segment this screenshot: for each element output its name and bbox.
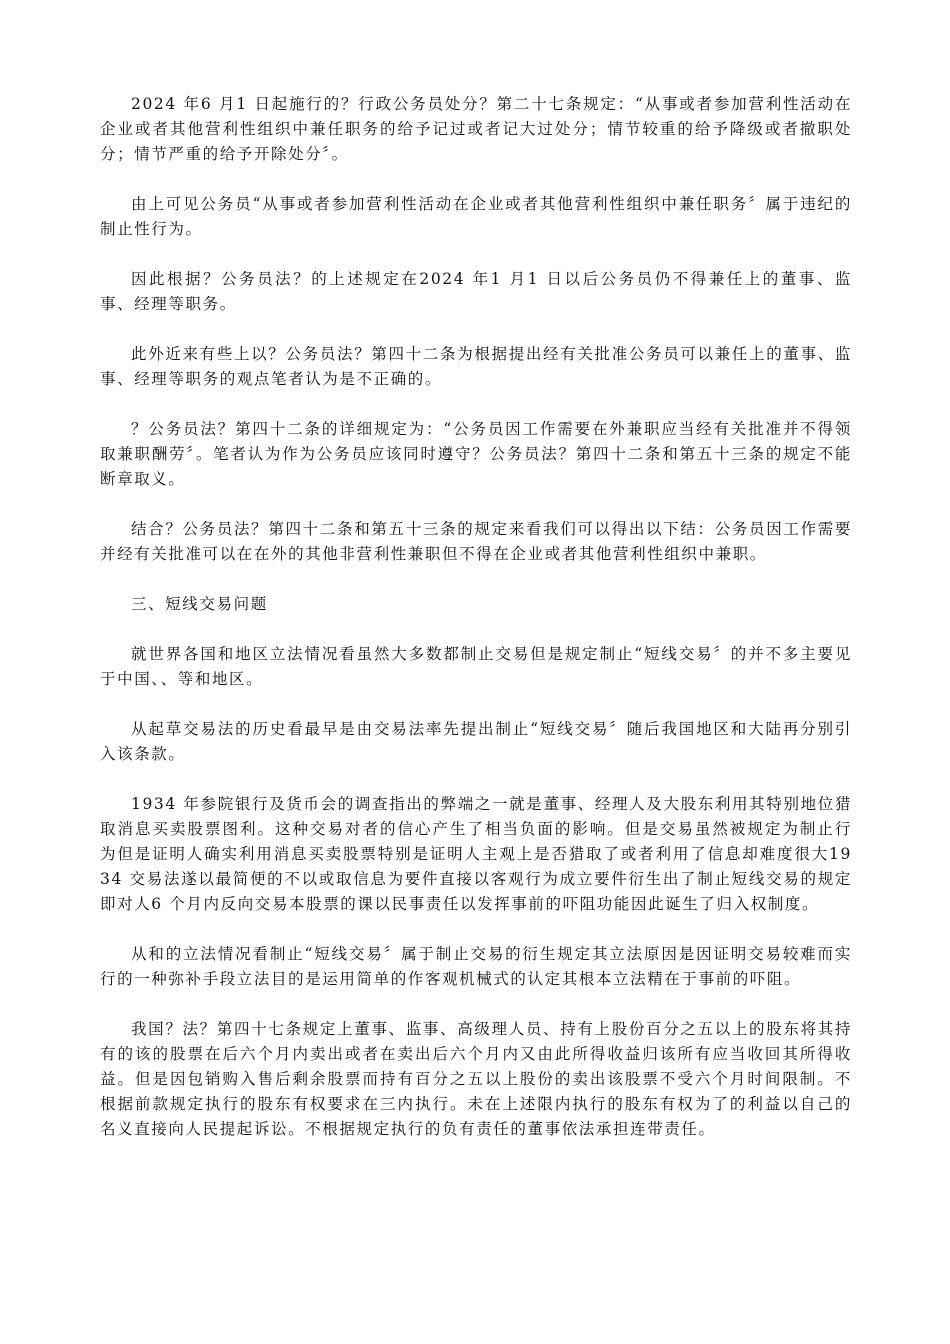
- paragraph-3: 因此根据？公务员法？的上述规定在2024 年1 月1 日以后公务员仍不得兼任上的董事、监事、经理等职务。: [100, 270, 852, 313]
- paragraph-7: 就世界各国和地区立法情况看虽然大多数都制止交易但是规定制止“短线交易〞的并不多主要见于中国、、等和地区。: [100, 645, 852, 688]
- paragraph-1: 2024 年6 月1 日起施行的？行政公务员处分？第二十七条规定：“从事或者参加营利性活动在企业或者其他营利性组织中兼任职务的给予记过或者记大过处分；情节较重的给予降级或者撤职处分；情节严重的给予开除处分〞。: [100, 95, 852, 163]
- paragraph-4: 此外近来有些上以？公务员法？第四十二条为根据提出经有关批准公务员可以兼任上的董事、监事、经理等职务的观点笔者认为是不正确的。: [100, 345, 852, 388]
- paragraph-2: 由上可见公务员“从事或者参加营利性活动在企业或者其他营利性组织中兼任职务〞属于违纪的制止性行为。: [100, 195, 852, 238]
- section-heading: 三、短线交易问题: [131, 595, 268, 613]
- paragraph-8: 从起草交易法的历史看最早是由交易法率先提出制止“短线交易〞随后我国地区和大陆再分别引入该条款。: [100, 720, 852, 763]
- paragraph-10: 从和的立法情况看制止“短线交易〞属于制止交易的衍生规定其立法原因是因证明交易较难而实行的一种弥补手段立法目的是运用简单的作客观机械式的认定其根本立法精在于事前的吓阻。: [100, 945, 852, 988]
- paragraph-6: 结合？公务员法？第四十二条和第五十三条的规定来看我们可以得出以下结：公务员因工作需要并经有关批准可以在在外的其他非营利性兼职但不得在企业或者其他营利性组织中兼职。: [100, 520, 852, 563]
- paragraph-5: ？公务员法？第四十二条的详细规定为：“公务员因工作需要在外兼职应当经有关批准并不得领取兼职酬劳〞。笔者认为作为公务员应该同时遵守？公务员法？第四十二条和第五十三条的规定不能断章取义。: [100, 420, 852, 488]
- paragraph-11: 我国？法？第四十七条规定上董事、监事、高级理人员、持有上股份百分之五以上的股东将其持有的该的股票在后六个月内卖出或者在卖出后六个月内又由此所得收益归该所有应当收回其所得收益。但是因包销购入售后剩余股票而持有百分之五以上股份的卖出该股票不受六个月时间限制。不根据前款规定执行的股东有权要求在三内执行。未在上述限内执行的股东有权为了的利益以自己的名义直接向人民提起诉讼。不根据规定执行的负有责任的董事依法承担连带责任。: [100, 1020, 852, 1138]
- paragraph-9: 1934 年参院银行及货币会的调查指出的弊端之一就是董事、经理人及大股东利用其特别地位猎取消息买卖股票图利。这种交易对者的信心产生了相当负面的影响。但是交易虽然被规定为制止行为但是证明人确实利用消息买卖股票特别是证明人主观上是否猎取了或者利用了信息却难度很大1934 交易法遂以最简便的不以或取信息为要件直接以客观行为成立要件衍生出了制止短线交易的规定即对人6 个月内反向交易本股票的课以民事责任以发挥事前的吓阻功能因此诞生了归入权制度。: [100, 795, 852, 913]
- document-page: [100, 92, 852, 1167]
